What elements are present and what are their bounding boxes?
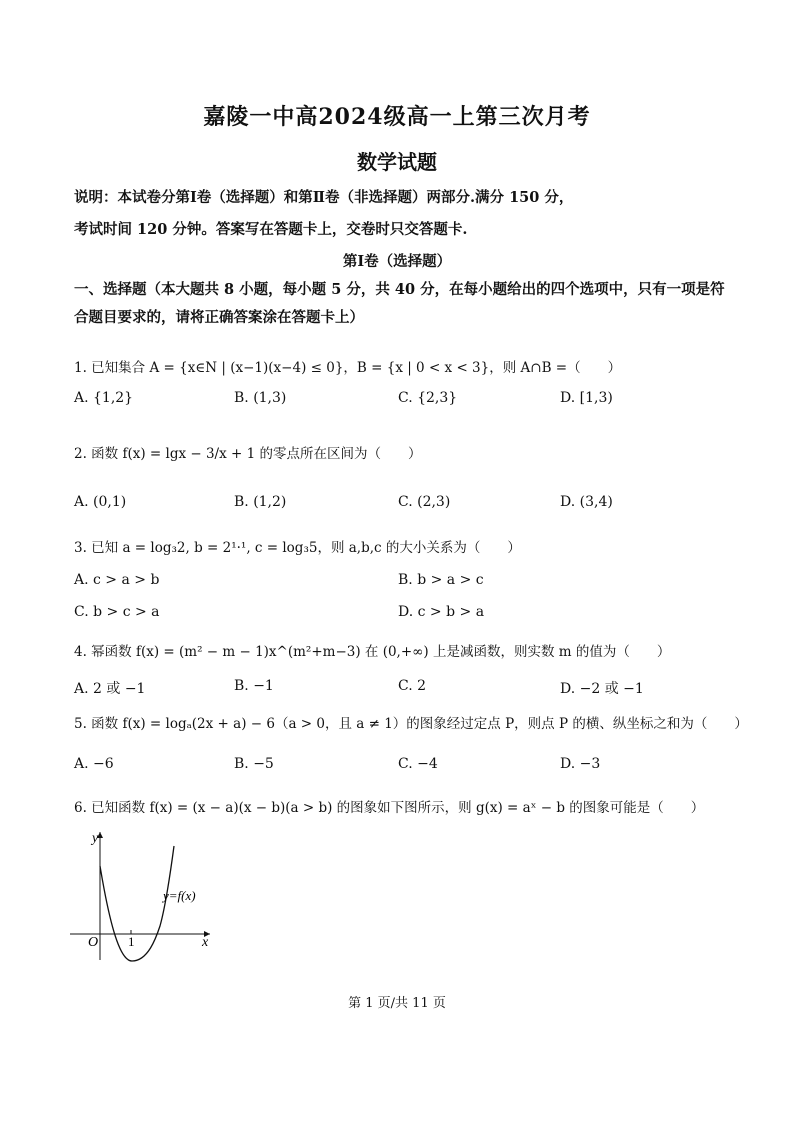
page-footer: 第 1 页/共 11 页: [348, 996, 446, 1011]
section-heading: 第Ⅰ卷（选择题）: [342, 253, 452, 270]
question-5-stem: 5. 函数 f(x) = logₐ(2x + a) − 6（a > 0，且 a ≠ 1）的图象经过定点 P，则点 P 的横、纵坐标之和为（ ）: [74, 716, 748, 732]
part-title: 一、选择题（本大题共 8 小题，每小题 5 分，共 40 分，在每小题给出的四个选项中，只有一项是符合题目要求的，请将正确答案涂在答题卡上）: [74, 281, 725, 326]
question-2-option-b: B. (1,2): [234, 494, 287, 510]
function-curve: [100, 846, 174, 961]
question-1-option-c: C. {2,3}: [398, 390, 458, 406]
question-4-option-b: B. −1: [234, 678, 274, 694]
question-5-option-c: C. −4: [398, 756, 438, 772]
function-graph: [70, 826, 220, 966]
question-3-option-d: D. c > b > a: [398, 604, 485, 620]
y-axis-label: y: [92, 831, 99, 846]
question-4-option-c: C. 2: [398, 678, 427, 694]
question-1-option-b: B. (1,3): [234, 390, 287, 406]
question-2-option-c: C. (2,3): [398, 494, 451, 510]
question-6-stem: 6. 已知函数 f(x) = (x − a)(x − b)(a > b) 的图象如下图所示，则 g(x) = aˣ − b 的图象可能是（ ）: [74, 800, 705, 816]
question-2-option-a: A. (0,1): [74, 494, 127, 510]
question-3-option-a: A. c > a > b: [74, 572, 160, 588]
question-5-option-b: B. −5: [234, 756, 274, 772]
instructions-line-2: 考试时间 120 分钟。答案写在答题卡上，交卷时只交答题卡.: [74, 221, 468, 238]
x-axis-label: x: [202, 935, 209, 950]
question-1-option-d: D. [1,3): [560, 390, 613, 406]
question-4-option-a: A. 2 或 −1: [74, 681, 146, 697]
question-4-stem: 4. 幂函数 f(x) = (m² − m − 1)x^(m²+m−3) 在 (0,+∞) 上是减函数，则实数 m 的值为（ ）: [74, 644, 671, 660]
question-1-stem: 1. 已知集合 A = {x∈N | (x−1)(x−4) ≤ 0}，B = {x | 0 < x < 3}，则 A∩B =（ ）: [74, 360, 622, 376]
origin-label: O: [88, 935, 99, 950]
question-5-option-d: D. −3: [560, 756, 601, 772]
tick-label: 1: [128, 934, 135, 949]
question-3-stem: 3. 已知 a = log₃2, b = 2¹·¹, c = log₃5，则 a,b,c 的大小关系为（ ）: [74, 540, 521, 556]
question-3-option-c: C. b > c > a: [74, 604, 160, 620]
instructions-line-1: 说明：本试卷分第Ⅰ卷（选择题）和第Ⅱ卷（非选择题）两部分.满分 150 分，: [74, 189, 574, 206]
question-5-option-a: A. −6: [74, 756, 114, 772]
question-3-option-b: B. b > a > c: [398, 572, 484, 588]
curve-label: y=f(x): [163, 888, 196, 903]
exam-subtitle: 数学试题: [357, 150, 437, 174]
question-1-option-a: A. {1,2}: [74, 390, 134, 406]
question-2-stem: 2. 函数 f(x) = lgx − 3/x + 1 的零点所在区间为（ ）: [74, 446, 422, 462]
question-4-option-d: D. −2 或 −1: [560, 681, 644, 697]
question-2-option-d: D. (3,4): [560, 494, 613, 510]
exam-title: 嘉陵一中高2024级高一上第三次月考: [203, 104, 591, 130]
